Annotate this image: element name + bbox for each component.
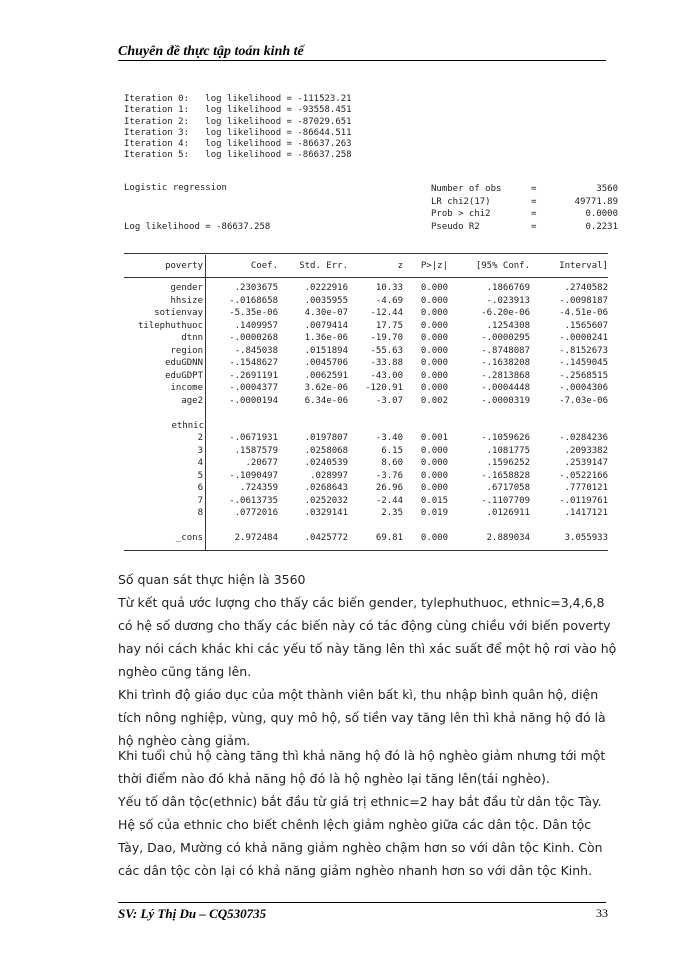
- iteration-line: Iteration 4: log likelihood = -86637.263: [124, 139, 352, 150]
- table-row: hhsize -.0168658 .0035955 -4.69 0.000 -.023913 -.0098187: [170, 295, 608, 306]
- log-likelihood: Log likelihood = -86637.258: [124, 222, 271, 232]
- table-row: tilephuthuoc .1409957 .0079414 17.75 0.000 .1254308 .1565607: [137, 320, 608, 331]
- paragraph-obs: Số quan sát thực hiện là 3560: [118, 572, 306, 587]
- table-row-ethnic: 6 .724359 .0268643 26.96 0.000 .6717058 .7770121: [197, 483, 608, 493]
- paragraph-negative-coefs: Khi trình độ giáo dục của một thành viên bất kì, thu nhập bình quân hộ, diện tích nông nghiệp, vùng, quy mô hộ, số tiền vay tăng lên thì khả năng hộ đó là hộ nghèo càng giảm.: [118, 687, 606, 748]
- model-stat: Number of obs = 3560: [431, 184, 618, 194]
- model-stats: [431, 183, 618, 233]
- iteration-line: Iteration 5: log likelihood = -86637.258: [124, 150, 352, 161]
- table-row-ethnic: 5 -.1090497 .028997 -3.76 0.000 -.1658828 -.0522166: [197, 470, 608, 481]
- paragraph-age: Khi tuổi chủ hộ càng tăng thì khả năng hộ đó là hộ nghèo giảm nhưng tới một thời điểm nào đó khả năng hộ đó là hộ nghèo lại tăng lên(tái nghèo).: [118, 748, 606, 786]
- table-header-row: poverty Coef. Std. Err. z P>|z| [95% Conf. Interval]: [165, 261, 608, 271]
- table-row: age2 -.0000194 6.34e-06 -3.07 0.002 -.0000319 -7.03e-06: [181, 395, 608, 406]
- table-row-ethnic: 7 -.0613735 .0252032 -2.44 0.015 -.1107709 -.0119761: [197, 495, 608, 506]
- page-number: 33: [596, 906, 608, 920]
- table-top-rule: [124, 253, 608, 254]
- table-row-ethnic: 8 .0772016 .0329141 2.35 0.019 .0126911 .1417121: [197, 508, 608, 518]
- table-row: income -.0004377 3.62e-06 -120.91 0.000 -.0004448 -.0004306: [170, 383, 608, 393]
- table-row: eduGDNN -.1548627 .0045706 -33.88 0.000 -.1638208 -.1459045: [165, 358, 608, 368]
- table-row: gender .2303675 .0222916 10.33 0.000 .1866769 .2740582: [170, 283, 608, 293]
- stata-output: [118, 92, 618, 557]
- iteration-line: Iteration 1: log likelihood = -93558.451: [124, 105, 352, 116]
- iteration-line: Iteration 3: log likelihood = -86644.511: [124, 127, 352, 138]
- table-row-ethnic: 2 -.0671931 .0197807 -3.40 0.001 -.1059626 -.0284236: [197, 433, 608, 443]
- table-row: dtnn -.0000268 1.36e-06 -19.70 0.000 -.0000295 -.0000241: [181, 333, 608, 343]
- table-row: eduGDPT -.2691191 .0062591 -43.00 0.000 -.2813868 -.2568515: [165, 370, 608, 381]
- paragraph-positive-coefs: Từ kết quả ước lượng cho thấy các biến gender, tylephuthuoc, ethnic=3,4,6,8 có hệ số dương cho thấy các biến này có tác động cùng chiều với biến poverty hay nói cách khác khi các yếu tố này tăng lên thì xác suất để một hộ rơi vào hộ nghèo cũng tăng lên.: [118, 595, 617, 679]
- table-row-cons: _cons 2.972484 .0425772 69.81 0.000 2.889034 3.055933: [175, 533, 608, 543]
- page-header-title: Chuyên đề thực tập toán kinh tế: [118, 44, 304, 59]
- paragraph-ethnic: Yếu tố dân tộc(ethnic) bắt đầu từ giá trị ethnic=2 hay bắt đầu từ dân tộc Tày. Hệ số của ethnic cho biết chênh lệch giảm nghèo giữa các dân tộc. Dân tộc Tày, Dao, Mường có khả năng giảm nghèo chậm hơn so với dân tộc Kinh. Còn các dân tộc còn lại có khả năng giảm nghèo nhanh hơn so với dân tộc Kinh.: [118, 794, 603, 878]
- model-stat: Prob > chi2 = 0.0000: [431, 209, 618, 219]
- model-title: Logistic regression: [124, 183, 227, 193]
- table-row: region -.845038 .0151894 -55.63 0.000 -.8748087 -.8152673: [170, 345, 608, 356]
- table-column-separator: [205, 255, 206, 550]
- table-row-ethnic: 4 .20677 .0240539 8.60 0.000 .1596252 .2539147: [197, 458, 608, 468]
- footer-rule: [118, 902, 606, 903]
- footer-author: SV: Lý Thị Du – CQ530735: [118, 906, 267, 921]
- iteration-line: Iteration 2: log likelihood = -87029.651: [124, 116, 352, 127]
- header-rule: [118, 60, 606, 61]
- table-row-ethnic: 3 .1587579 .0258068 6.15 0.000 .1081775 .2093382: [197, 445, 608, 456]
- table-bottom-rule: [124, 550, 608, 551]
- model-stat: Pseudo R2 = 0.2231: [431, 221, 618, 232]
- model-stat: LR chi2(17) = 49771.89: [431, 196, 618, 207]
- table-row: sotienvay -5.35e-06 4.30e-07 -12.44 0.000 -6.20e-06 -4.51e-06: [154, 308, 608, 318]
- iteration-line: Iteration 0: log likelihood = -111523.21: [124, 94, 352, 104]
- group-label-ethnic: ethnic: [171, 420, 204, 431]
- header-rule-line: [124, 277, 608, 278]
- iteration-log: [124, 94, 352, 162]
